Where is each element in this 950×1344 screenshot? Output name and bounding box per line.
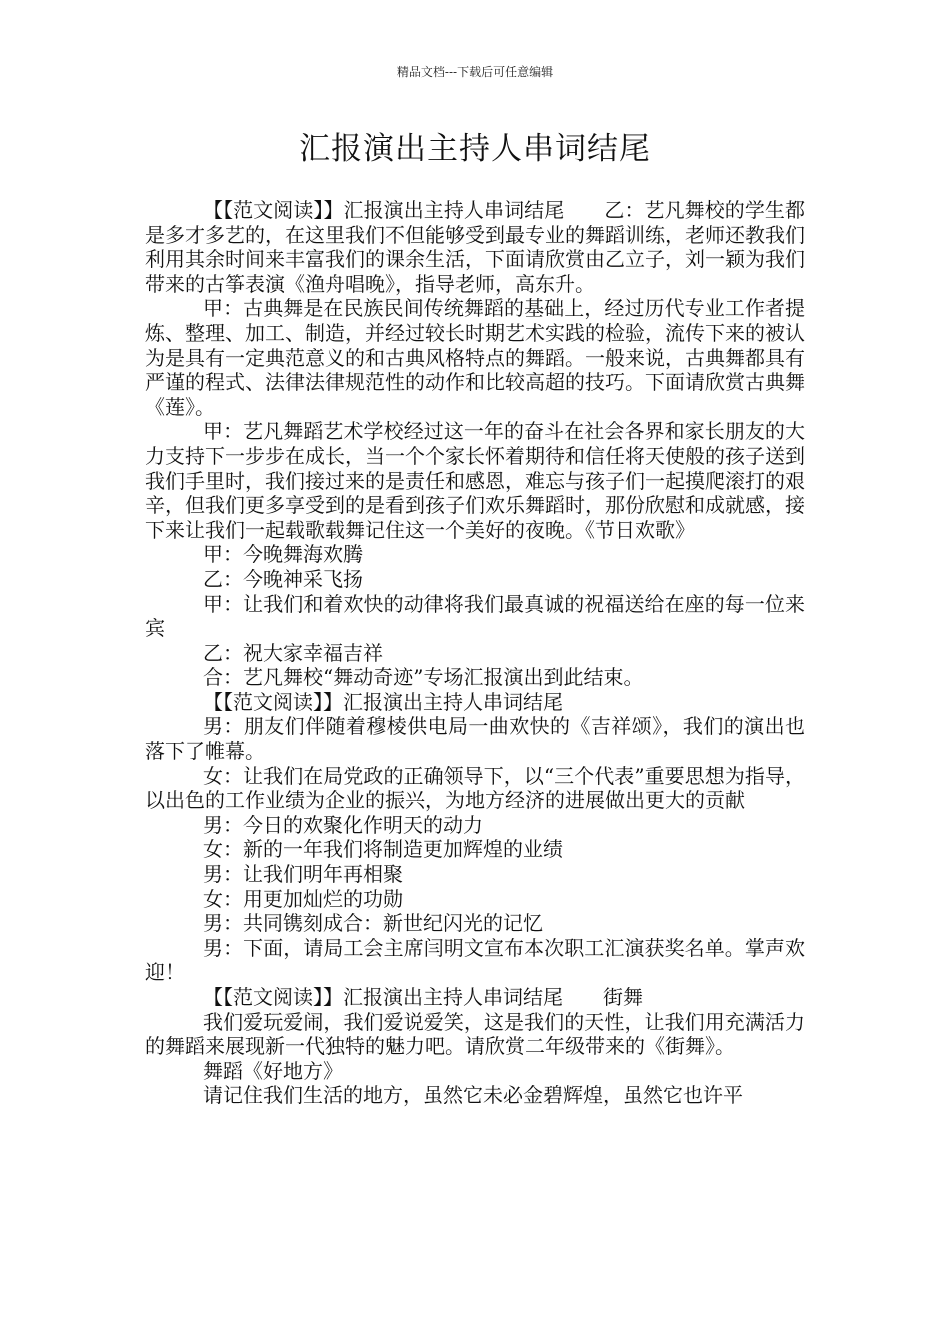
paragraph: 男：让我们明年再相聚 [203,862,403,887]
paragraph: 合：艺凡舞校“舞动奇迹”专场汇报演出到此结束。 [203,665,644,690]
paragraph: 请记住我们生活的地方，虽然它未必金碧辉煌，虽然它也许平 [203,1083,743,1108]
paragraph: 甲：今晚舞海欢腾 [203,542,363,567]
header-note: 精品文档---下载后可任意编辑 [396,65,554,79]
paragraph: 女：新的一年我们将制造更加辉煌的业绩 [203,837,563,862]
document-body [145,198,805,1108]
paragraph: 男：朋友们伴随着穆棱供电局一曲欢快的《吉祥颂》，我们的演出也落下了帷幕。 [145,714,805,764]
paragraph: 【【范文阅读】】汇报演出主持人串词结尾 乙：艺凡舞校的学生都是多才多艺的，在这里我们不但能够受到最专业的舞蹈训练，老师还教我们利用其余时间来丰富我们的课余生活，下面请欣赏由乙立子，刘一颖为我们带来的古筝表演《渔舟唱晚》，指导老师，高东升。 [145,198,805,296]
paragraph: 甲：古典舞是在民族民间传统舞蹈的基础上，经过历代专业工作者提炼、整理、加工、制造，并经过较长时期艺术实践的检验，流传下来的被认为是具有一定典范意义的和古典风格特点的舞蹈。一般来说，古典舞都具有严谨的程式、法律法律规范性的动作和比较高超的技巧。下面请欣赏古典舞《莲》。 [145,296,805,419]
paragraph: 舞蹈《好地方》 [203,1058,343,1083]
paragraph: 女：用更加灿烂的功勋 [203,886,403,911]
paragraph: 甲：让我们和着欢快的动律将我们最真诚的祝福送给在座的每一位来宾 [145,591,805,641]
document-title: 汇报演出主持人串词结尾 [299,131,651,167]
paragraph: 男：下面，请局工会主席闫明文宣布本次职工汇演获奖名单。掌声欢迎！ [145,935,805,985]
paragraph: 女：让我们在局党政的正确领导下，以“三个代表”重要思想为指导，以出色的工作业绩为企业的振兴，为地方经济的进展做出更大的贡献 [145,763,805,813]
paragraph: 【【范文阅读】】汇报演出主持人串词结尾 [203,689,563,714]
paragraph: 【【范文阅读】】汇报演出主持人串词结尾 街舞 [203,985,643,1009]
paragraph: 男：今日的欢聚化作明天的动力 [203,812,483,837]
paragraph: 乙：今晚神采飞扬 [203,566,363,591]
paragraph: 我们爱玩爱闹，我们爱说爱笑，这是我们的天性，让我们用充满活力的舞蹈来展现新一代独特的魅力吧。请欣赏二年级带来的《街舞》。 [145,1009,805,1059]
paragraph: 乙：祝大家幸福吉祥 [203,640,383,665]
paragraph: 男：共同镌刻成合：新世纪闪光的记忆 [203,911,543,936]
paragraph: 甲：艺凡舞蹈艺术学校经过这一年的奋斗在社会各界和家长朋友的大力支持下一步步在成长，当一个个家长怀着期待和信任将天使般的孩子送到我们手里时，我们接过来的是责任和感恩，难忘与孩子们一起摸爬滚打的艰辛，但我们更多享受到的是看到孩子们欢乐舞蹈时，那份欣慰和成就感，接下来让我们一起载歌载舞记住这一个美好的夜晚。《节日欢歌》 [145,419,805,542]
